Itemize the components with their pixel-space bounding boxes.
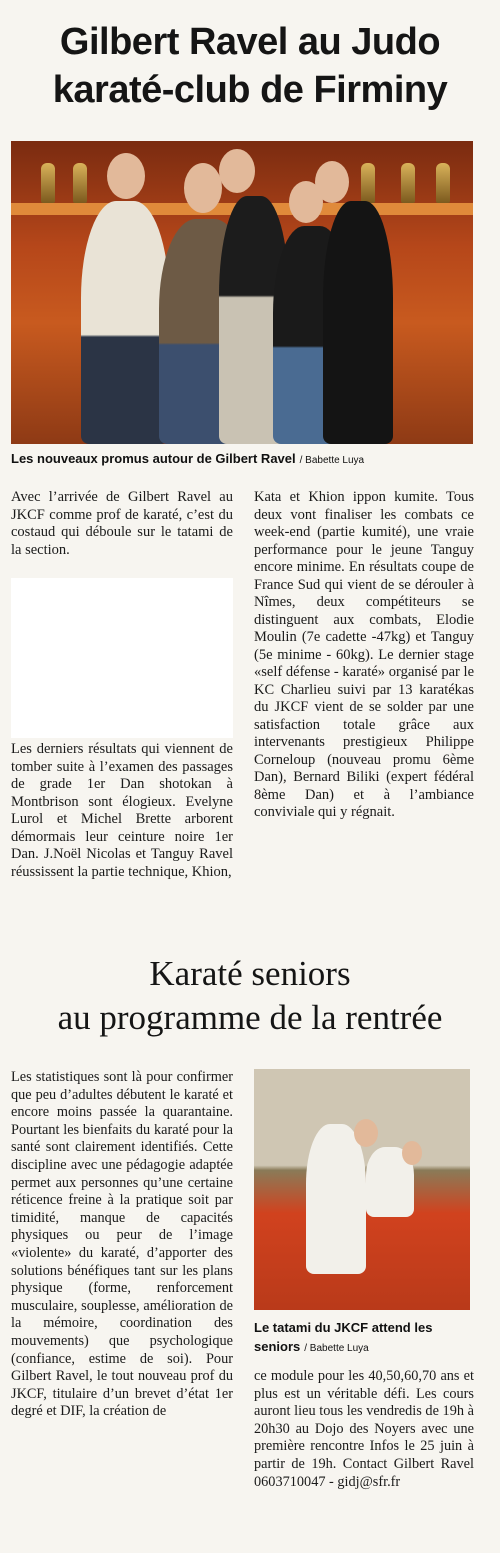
trophy-icon (361, 163, 375, 203)
article1-title (0, 18, 500, 114)
trophy-icon (401, 163, 415, 203)
person-head (354, 1119, 378, 1147)
ad-placeholder (11, 578, 233, 738)
article1-paragraph: Avec l’arrivée de Gilbert Ravel au JKCF comme prof de karaté, c’est du costaud qui déboule sur le tatami de la section. (11, 489, 233, 558)
article2-caption (254, 1318, 474, 1358)
article2-paragraph: ce module pour les 40,50,60,70 ans et plus est un véritable défi. Les cours auront lieu tous les vendredis de 19h à 20h30 au Dojo des Noyers avec une première rencontre Infos le 25 juin à partir de 19h. Contact Gilbert Ravel 0603710047 - gidj@sfr.fr (254, 1368, 474, 1490)
karateka-figure (306, 1124, 366, 1274)
article1-paragraph: Les derniers résultats qui viennent de tomber suite à l’examen des passages de grade 1er Dan shotokan à Montbrison sont élogieux. Evelyne Lurol et Michel Brette arborent démormais leur ceinture noire 1er Dan. J.Noël Nicolas et Tanguy Ravel réussissent la partie technique, Khion, (11, 741, 233, 880)
trophy-icon (73, 163, 87, 203)
person (81, 201, 169, 444)
article1-photo-credit: / Babette Luya (299, 455, 365, 466)
person-head (219, 149, 255, 193)
article1-caption-text: Les nouveaux promus autour de Gilbert Ravel (11, 451, 296, 466)
article2-title-line2: au programme de la rentrée (57, 998, 443, 1037)
article1-title-line2: karaté-club de Firminy (52, 69, 448, 111)
article2-caption-text: Le tatami du JKCF attend les seniors (254, 1320, 433, 1354)
article1-photo (11, 141, 473, 444)
article1-column-2 (254, 489, 474, 822)
trophy-icon (436, 163, 450, 203)
article2-paragraph: Les statistiques sont là pour confirmer que peu d’adultes débutent le karaté et encore moins passée la quarantaine. Pourtant les bienfaits du karaté pour la santé sont clairement identifiés. Cette discipline avec une pédagogie adaptée permet aux personnes qu’une certaine réticence freine à la pratique soit par timidité, manque de capacités physiques ou peur de l’image «violente» du karaté, d’apporter des solutions bénéfiques tant sur les plans physique (forme, renforcement musculaire, souplesse, amélioration de la mémoire, coordination des mouvements) que psychologique (confiance, estime de soi). Pour Gilbert Ravel, le tout nouveau prof du JKCF, titulaire d’un brevet d’état 1er degré et DIF, la création de (11, 1069, 233, 1420)
person-head (402, 1141, 422, 1165)
article1-title-line1: Gilbert Ravel au Judo (59, 21, 441, 63)
person-head (184, 163, 222, 213)
article1-column-1b (11, 741, 233, 881)
person-head (107, 153, 145, 199)
article2-photo-credit: / Babette Luya (304, 1343, 369, 1354)
article2-title-line1: Karaté seniors (149, 954, 351, 993)
person-head (315, 161, 349, 203)
article1-paragraph: Kata et Khion ippon kumite. Tous deux vont finaliser les combats ce week-end (partie kumité), une vraie performance pour le jeune Tanguy encore minime. En résultats coupe de France Sud qui vient de se dérouler à Nîmes, deux compétiteurs se distinguent aux combats, Elodie Moulin (7e cadette -47kg) et Tanguy (5e minime - 60kg). Le dernier stage «self défense - karaté» organisé par le KC Charlieu suivi par 13 karatékas du JKCF vient de se solder par une satisfaction totale grâce aux intervenants prestigieux Philippe Corneloup (nouveau promu 6ème Dan), Bernard Biliki (expert fédéral 8ème Dan) et à l’ambiance conviviale qui y régnait. (254, 489, 474, 820)
trophy-icon (41, 163, 55, 203)
article1-caption (11, 451, 364, 466)
article2-column-1 (11, 1069, 233, 1421)
person (323, 201, 393, 444)
article2-photo (254, 1069, 470, 1310)
article1-column-1 (11, 489, 233, 559)
article2-column-2 (254, 1368, 474, 1491)
article2-title (0, 952, 500, 1040)
